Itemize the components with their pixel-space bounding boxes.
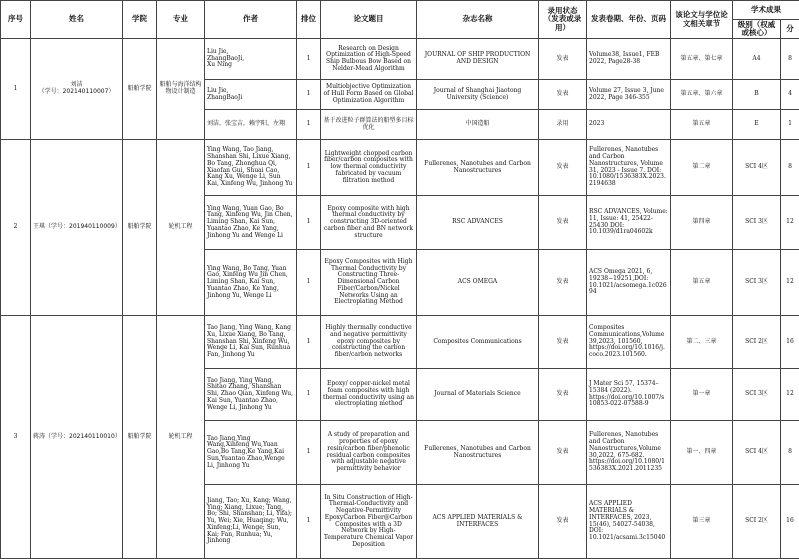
student-name-cell: 王琪（学号：201940110009）	[31, 140, 123, 316]
chapter-cell: 第五章、第六章	[671, 80, 733, 110]
score-cell: 16	[781, 316, 799, 369]
authors-cell: Tao Jiang,Ying Wang,Xinfeng Wu,Yuan Gao,Bo Tang,Ke Yang,Kai Sun,Yuantao Zhao,Wenge Li, Jinhong Yu	[205, 421, 297, 485]
authors-cell: Ying Wang, Bo Tang, Yuan Gao, Xinfeng Wu Jin Chen, Liming Shan, Kai Sun, Yuantao Zhao, Ke Yang, Jinhong Yu, Wenge Li	[205, 250, 297, 316]
journal-cell: Fullerenes, Nanotubes and Carbon Nanostructures	[417, 421, 539, 485]
rank-cell: 1	[297, 110, 321, 140]
table-row	[1, 39, 799, 80]
student-name-cell: 刘洁 （学号：202140110007）	[31, 39, 123, 140]
score-cell: 8	[781, 140, 799, 196]
rank-cell: 1	[297, 196, 321, 250]
title-cell: Lightweight chopped carbon fiber/carbon composites with low thermal conductivity fabricated by vacuum filtration method	[321, 140, 417, 196]
authors-cell: Ying Wang, Yuan Gao, Bo Tang, Xinfeng Wu, Jin Chen, Liming Shan, Kai Sun, Yuantao Zhao, Ke Yang, Jinhong Yu and Wenge Li	[205, 196, 297, 250]
pubinfo-cell: Volume38, Issue1, FEB 2022, Page28-38	[587, 39, 671, 80]
pubinfo-cell: 2023	[587, 110, 671, 140]
journal-cell: Journal of Materials Science	[417, 369, 539, 421]
status-cell: 发表	[539, 369, 587, 421]
header-college: 学院	[123, 1, 157, 39]
header-name: 姓名	[31, 1, 123, 39]
status-cell: 发表	[539, 485, 587, 559]
title-cell: Multiobjective Optimization of Hull Form Based on Global Optimization Algorithm	[321, 80, 417, 110]
score-cell: 1	[781, 110, 799, 140]
authors-cell: 刘洁，张宝吉，赖宇阳，左翔	[205, 110, 297, 140]
level-cell: A4	[733, 39, 781, 80]
status-cell: 发表	[539, 250, 587, 316]
title-cell: Epoxy/ copper-nickel metal foam composites with high thermal conductivity using an electroplating method	[321, 369, 417, 421]
title-cell: In Situ Construction of High-Thermal-Conductivity and Negative-Permittivity EpoxyCarbon Fiber@Carbon Composites with a 3D Network by High-Temperature Chemical Vapor Deposition	[321, 485, 417, 559]
rank-cell: 1	[297, 369, 321, 421]
pubinfo-cell: Fullerenes, Nanotubes and Carbon Nanostructures,Volume 30,2022, 675-682. https://doi.org/10.1080/1536383X.2021.2011235	[587, 421, 671, 485]
level-cell: SCI 3区	[733, 196, 781, 250]
chapter-cell: 第五章	[671, 250, 733, 316]
header-chapter: 该论文与学位论文相关章节	[671, 1, 733, 39]
journal-cell: Composites Communications	[417, 316, 539, 369]
chapter-cell: 第三章	[671, 485, 733, 559]
status-cell: 发表	[539, 39, 587, 80]
level-cell: SCI 2区	[733, 485, 781, 559]
pubinfo-cell: Volume 27, Issue 3, June 2022, Page 346-355	[587, 80, 671, 110]
authors-cell: Tao Jiang, Ying Wang, Kang Xu, Lixue Xiang, Bo Tang, Shanshan Shi, Xinfeng Wu, Wenge Li, Kai Sun, Runhua Fan, Jinhong Yu	[205, 316, 297, 369]
score-cell: 8	[781, 421, 799, 485]
score-cell: 12	[781, 196, 799, 250]
title-cell: Epoxy Composites with High Thermal Conductivity by Constructing Three-Dimensional Carbon Fiber/Carbon/Nickel Networks Using an Electroplating Method	[321, 250, 417, 316]
chapter-cell: 第二、三章	[671, 316, 733, 369]
status-cell: 发表	[539, 80, 587, 110]
chapter-cell: 第四章	[671, 196, 733, 250]
header-row-top	[1, 1, 799, 20]
status-cell: 发表	[539, 421, 587, 485]
chapter-cell: 第二章	[671, 140, 733, 196]
title-cell: Epoxy composite with high thermal conductivity by constructing 3D-oriented carbon fiber and BN network structure	[321, 196, 417, 250]
rank-cell: 1	[297, 140, 321, 196]
college-cell: 船舶学院	[123, 316, 157, 559]
header-achievement: 学术成果	[733, 1, 799, 20]
level-cell: SCI 3区	[733, 250, 781, 316]
pubinfo-cell: Composites Communications,Volume 39,2023, 101560, https://doi.org/10.1016/j.coco.2023.101560.	[587, 316, 671, 369]
journal-cell: JOURNAL OF SHIP PRODUCTION AND DESIGN	[417, 39, 539, 80]
status-cell: 录用	[539, 110, 587, 140]
title-cell: 基于改进粒子群算法的船型多目标优化	[321, 110, 417, 140]
score-cell: 4	[781, 80, 799, 110]
level-cell: SCI 2区	[733, 316, 781, 369]
header-score: 分	[781, 20, 799, 39]
header-major: 专业	[157, 1, 205, 39]
score-cell: 12	[781, 250, 799, 316]
pubinfo-cell: ACS Omega 2021, 6, 19238−19251,DOI: 10.1021/acsomega.1c02694	[587, 250, 671, 316]
journal-cell: Journal of Shanghai Jiaotong University (Science)	[417, 80, 539, 110]
chapter-cell: 第一章	[671, 369, 733, 421]
rank-cell: 1	[297, 485, 321, 559]
rank-cell: 1	[297, 80, 321, 110]
status-cell: 发表	[539, 316, 587, 369]
level-cell: SCI 4区	[733, 140, 781, 196]
title-cell: Highly thermally conductive and negative permittivity epoxy composites by constructing the carbon fiber/carbon networks	[321, 316, 417, 369]
major-cell: 轮机工程	[157, 140, 205, 316]
pubinfo-cell: ACS APPLIED MATERIALS & INTERFACES, 2023, 15(46), 54027-54038, DOI: 10.1021/acsami.3c15040	[587, 485, 671, 559]
table-row	[1, 140, 799, 196]
score-cell: 12	[781, 369, 799, 421]
header-level: 级别（权威或核心）	[733, 20, 781, 39]
authors-cell: Liu Jie, ZhangBaoJi	[205, 80, 297, 110]
title-cell: Research on Design Optimization of High-Speed Ship Bulbous Bow Based on Nelder-Mead Algorithm	[321, 39, 417, 80]
college-cell: 船舶学院	[123, 140, 157, 316]
level-cell: E	[733, 110, 781, 140]
status-cell: 发表	[539, 196, 587, 250]
pubinfo-cell: J Mater Sci 57, 15374–15384 (2022). https://doi.org/10.1007/s10853-022-07588-9	[587, 369, 671, 421]
level-cell: SCI 4区	[733, 421, 781, 485]
pubinfo-cell: RSC ADVANCES, Volume: 11, Issue: 41, 25422-25430 DOI: 10.1039/d1ra04602k	[587, 196, 671, 250]
rank-cell: 1	[297, 421, 321, 485]
chapter-cell: 第五章、第七章	[671, 39, 733, 80]
pubinfo-cell: Fullerenes, Nanotubes and Carbon Nanostructures, Volume 31, 2023 - Issue 7. DOI: 10.1080/1536383X.2023.2194638	[587, 140, 671, 196]
authors-cell: Liu Jie, ZhangBaoJi, Xu Ning	[205, 39, 297, 80]
header-pubinfo: 发表卷期、年份、页码	[587, 1, 671, 39]
table-row	[1, 316, 799, 369]
header-authors: 作者	[205, 1, 297, 39]
seq-cell: 3	[1, 316, 31, 559]
header-seq: 序号	[1, 1, 31, 39]
score-cell: 16	[781, 485, 799, 559]
journal-cell: 中国造船	[417, 110, 539, 140]
header-status: 录用状态（发表或录用）	[539, 1, 587, 39]
title-cell: A study of preparation and properties of epoxy resin/carbon fiber/phenolic residual carbon composites with adjustable negative permittivity behavior	[321, 421, 417, 485]
status-cell: 发表	[539, 140, 587, 196]
journal-cell: ACS OMEGA	[417, 250, 539, 316]
major-cell: 轮机工程	[157, 316, 205, 559]
major-cell: 船舶与海洋结构物设计制造	[157, 39, 205, 140]
authors-cell: Ying Wang, Tao Jiang, Shanshan Shi, Lixue Xiang, Bo Tang, Zhonghua Qi, Xiaofan Gui, Shuai Cao, Kang Xu, Wenge Li, Sun Kai, Xinfeng Wu, Jinhong Yu	[205, 140, 297, 196]
student-name-cell: 蒋涛（学号：202140110010）	[31, 316, 123, 559]
seq-cell: 1	[1, 39, 31, 140]
chapter-cell: 第一、四章	[671, 421, 733, 485]
level-cell: B	[733, 80, 781, 110]
rank-cell: 1	[297, 39, 321, 80]
header-title: 论文题目	[321, 1, 417, 39]
seq-cell: 2	[1, 140, 31, 316]
rank-cell: 1	[297, 250, 321, 316]
header-journal: 杂志名称	[417, 1, 539, 39]
authors-cell: Jiang, Tao; Xu, Kang; Wang, Ying; Xiang, Lixue; Tang, Bo; Shi, Shanshan; Li, Yifa); Yu, Wei; Xie, Huaqing; Wu, Xinfeng;Li, Wenge; Sun, Kai; Fan, Runhua; Yu, Jinhong	[205, 485, 297, 559]
level-cell: SCI 3区	[733, 369, 781, 421]
header-rank: 排位	[297, 1, 321, 39]
authors-cell: Tao Jiang, Ying Wang, Shitao Zhang, Shanshan Shi, Zhao Qian, Xinfeng Wu, Kai Sun, Yuantao Zhao, Wenge Li, Jinhong Yu	[205, 369, 297, 421]
journal-cell: Fullerenes, Nanotubes and Carbon Nanostructures	[417, 140, 539, 196]
rank-cell: 1	[297, 316, 321, 369]
score-cell: 8	[781, 39, 799, 80]
chapter-cell: 第五章	[671, 110, 733, 140]
college-cell: 船舶学院	[123, 39, 157, 140]
journal-cell: RSC ADVANCES	[417, 196, 539, 250]
journal-cell: ACS APPLIED MATERIALS & INTERFACES	[417, 485, 539, 559]
